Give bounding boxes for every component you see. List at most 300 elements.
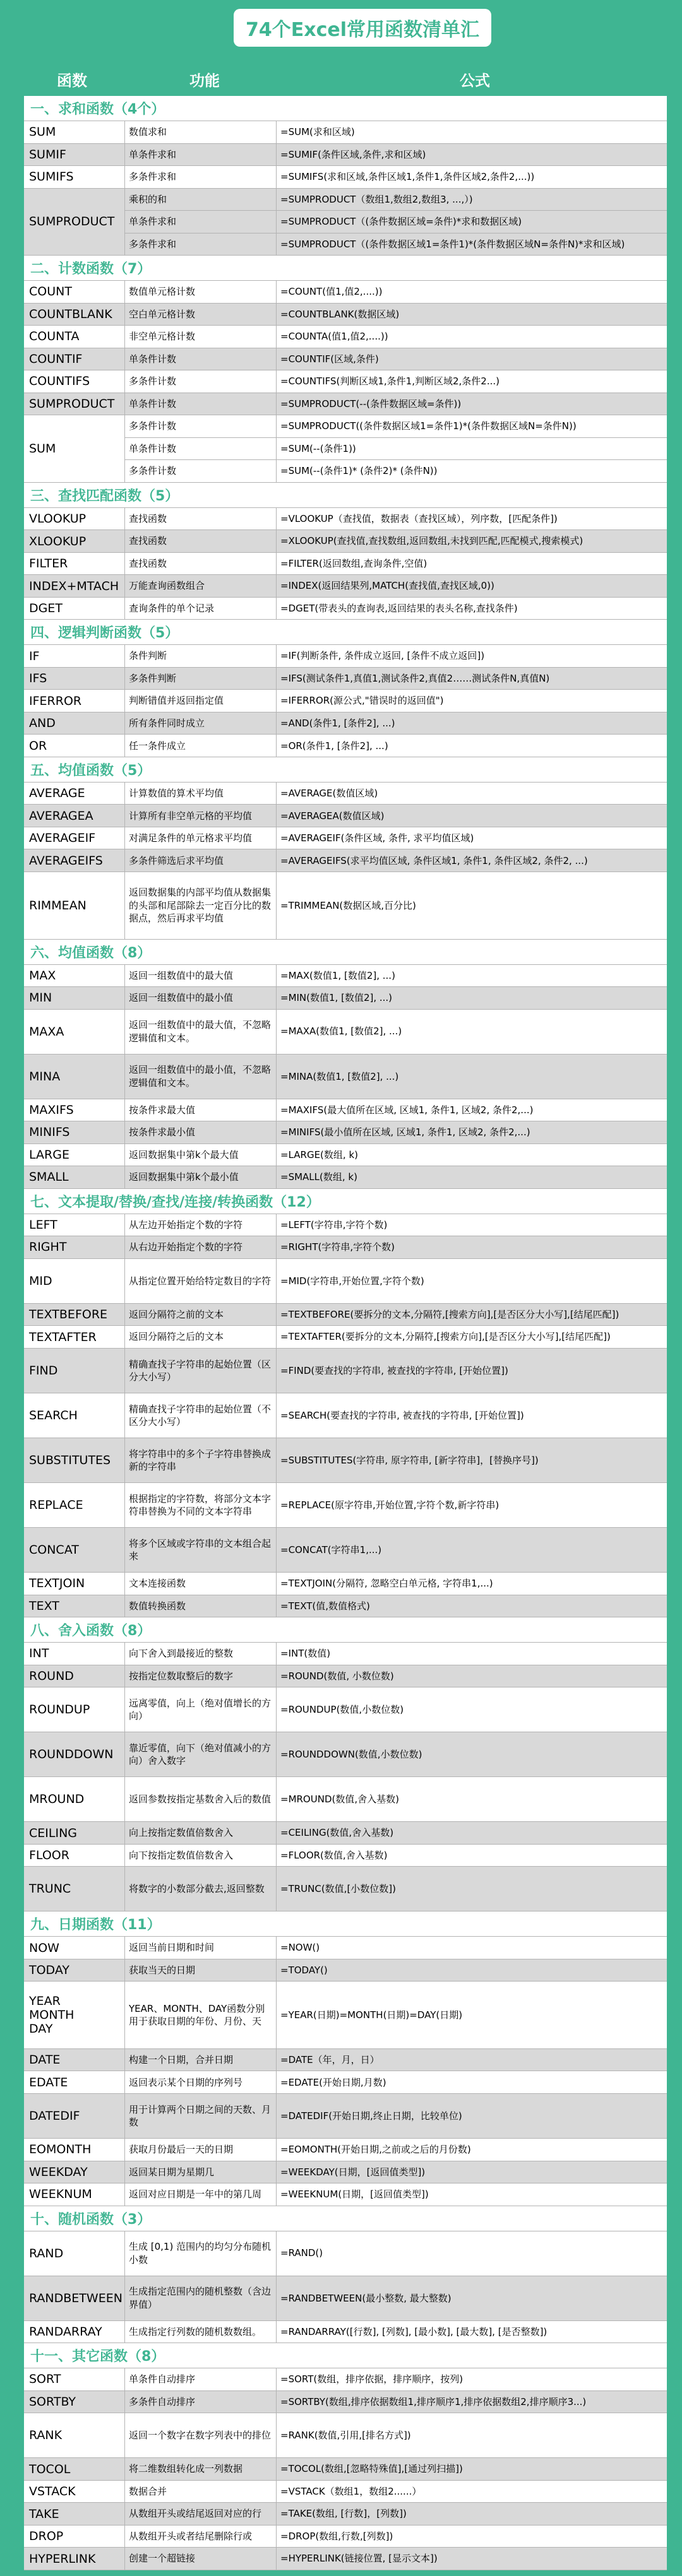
function-description: 单条件求和 — [125, 144, 277, 166]
function-description: 数值求和 — [125, 121, 277, 143]
function-name: INDEX+MTACH — [24, 575, 125, 597]
function-row — [125, 690, 667, 712]
function-name: MAXIFS — [24, 1099, 125, 1121]
column-header-function: 函数 — [57, 72, 87, 90]
function-name: TEXT — [24, 1595, 125, 1617]
function-group — [24, 783, 667, 805]
function-formula: =MAX(数值1, [数值2], ...) — [280, 969, 395, 981]
function-name: COUNTA — [24, 326, 125, 348]
function-formula: =SMALL(数组, k) — [277, 1166, 667, 1188]
function-row — [125, 1732, 667, 1776]
function-name: SUMPRODUCT — [24, 189, 125, 256]
function-description: 查询条件的单个记录 — [125, 598, 277, 620]
function-description: 将多个区域或字符串的文本组合起来 — [125, 1528, 277, 1572]
function-row — [125, 553, 667, 575]
function-group — [24, 1822, 667, 1845]
function-formula: =FILTER(返回数组,查询条件,空值) — [280, 557, 428, 569]
function-formula: =EDATE(开始日期,月数) — [280, 2076, 386, 2088]
function-row — [125, 1393, 667, 1438]
column-header-feature: 功能 — [189, 72, 220, 90]
function-group — [24, 1438, 667, 1483]
section-header: 八、舍入函数（8） — [24, 1617, 667, 1643]
function-row — [125, 2391, 667, 2413]
function-description: 获取当天的日期 — [125, 1959, 277, 1982]
function-row — [125, 575, 667, 597]
function-formula: =AVERAGEIFS(求平均值区域, 条件区域1, 条件1, 条件区域2, 条件2, ...) — [277, 849, 667, 871]
function-group — [24, 1687, 667, 1732]
function-description: 多条件筛选后求平均值 — [125, 849, 277, 871]
function-formula: =VSTACK（数组1，数组2......） — [280, 2485, 422, 2497]
function-description: 远离零值，向上（绝对值增长的方向） — [125, 1687, 277, 1732]
function-group — [24, 144, 667, 167]
function-group — [24, 1055, 667, 1099]
function-formula: =SORT(数组，排序依据，排序顺序，按列) — [280, 2373, 464, 2385]
function-description: 返回分隔符之前的文本 — [125, 1304, 277, 1326]
function-formula: =IFS(测试条件1,真值1,测试条件2,真值2……测试条件N,真值N) — [277, 668, 667, 690]
function-name: LARGE — [24, 1144, 125, 1166]
function-description: 单条件计数 — [125, 393, 277, 415]
function-formula: =RAND() — [280, 2247, 323, 2259]
function-formula: =COUNTBLANK(数据区域) — [277, 304, 667, 326]
function-name: MID — [24, 1259, 125, 1303]
function-formula: =DROP(数组,行数,[列数]) — [280, 2530, 393, 2542]
function-formula: =WEEKDAY(日期，[返回值类型]) — [277, 2161, 667, 2183]
function-group — [24, 1665, 667, 1688]
function-name: RANK — [24, 2413, 125, 2457]
function-description: 多条件求和 — [125, 166, 277, 188]
function-formula: =SUMIF(条件区域,条件,求和区域) — [277, 144, 667, 166]
function-formula: =COUNTIFS(判断区域1,条件1,判断区域2,条件2...) — [280, 375, 500, 387]
function-group — [24, 2481, 667, 2503]
function-group — [24, 1595, 667, 1618]
function-description: 空白单元格计数 — [125, 304, 277, 326]
function-description: 单条件自动排序 — [125, 2368, 277, 2390]
function-name: RAND — [24, 2231, 125, 2276]
function-row — [125, 1483, 667, 1527]
function-row — [125, 1259, 667, 1303]
section-header: 十一、其它函数（8） — [24, 2343, 667, 2368]
function-description: 返回分隔符之后的文本 — [125, 1326, 277, 1348]
function-formula: =TOCOL(数组,[忽略特殊值],[通过列扫描]) — [277, 2458, 667, 2480]
function-formula: =SUMPRODUCT(--(条件数据区域=条件)) — [277, 393, 667, 415]
function-name: TRUNC — [24, 1867, 125, 1911]
function-formula: =DATE（年，月，日） — [277, 2049, 667, 2071]
function-group — [24, 2071, 667, 2094]
function-description: 生成指定行列数的随机数数组。 — [125, 2321, 277, 2343]
function-description: 查找函数 — [125, 508, 277, 530]
function-row — [125, 1982, 667, 2048]
function-name: FIND — [24, 1349, 125, 1393]
function-description: 乘积的和 — [125, 189, 277, 211]
function-group — [24, 1236, 667, 1259]
function-formula: =COUNT(值1,值2,....)) — [280, 286, 383, 298]
function-row — [125, 1687, 667, 1732]
function-formula: =INT(数值) — [280, 1648, 331, 1660]
function-formula: =OR(条件1, [条件2], ...) — [280, 740, 388, 752]
function-formula: =CEILING(数值,舍入基数) — [277, 1822, 667, 1844]
function-group — [24, 645, 667, 668]
function-formula: =DGET(带表头的查询表,返回结果的表头名称,查找条件) — [280, 602, 518, 614]
function-row — [125, 2368, 667, 2390]
function-name: VLOOKUP — [24, 508, 125, 530]
function-row — [125, 1643, 667, 1665]
function-description: 万能查询函数组合 — [125, 575, 277, 597]
function-group — [24, 1573, 667, 1595]
function-description: 查找函数 — [125, 530, 277, 552]
function-row — [125, 1959, 667, 1982]
function-description: 从数组开头或者结尾删除行或 — [125, 2526, 277, 2548]
function-row — [125, 2276, 667, 2320]
function-name: VSTACK — [24, 2481, 125, 2503]
function-formula: =AVERAGEIF(条件区域, 条件, 求平均值区域) — [280, 832, 474, 844]
function-row — [125, 2071, 667, 2093]
function-group — [24, 2049, 667, 2072]
function-description: 返回一个数字在数字列表中的排位 — [125, 2413, 277, 2457]
function-row — [125, 2458, 667, 2480]
function-row — [125, 437, 667, 460]
function-description: 返回某日期为星期几 — [125, 2161, 277, 2183]
function-group — [24, 370, 667, 393]
function-formula: =TAKE(数组, [行数]，[列数]) — [277, 2503, 667, 2525]
function-name: MINIFS — [24, 1121, 125, 1143]
function-group — [24, 530, 667, 553]
function-row — [125, 210, 667, 233]
function-row — [125, 370, 667, 393]
function-group — [24, 1166, 667, 1189]
function-group — [24, 1259, 667, 1304]
function-formula: =CONCAT(字符串1,...) — [277, 1528, 667, 1572]
function-formula: =MAXA(数值1, [数值2], ...) — [280, 1025, 402, 1037]
function-description: 返回对应日期是一年中的第几周 — [125, 2183, 277, 2206]
function-group — [24, 2161, 667, 2184]
function-name: MROUND — [24, 1777, 125, 1821]
function-formula: =RANDBETWEEN(最小整数, 最大整数) — [277, 2276, 667, 2320]
function-name: YEAR MONTH DAY — [24, 1982, 125, 2048]
function-description: 条件判断 — [125, 645, 277, 667]
function-group — [24, 281, 667, 304]
function-row — [125, 1867, 667, 1911]
section-header: 九、日期函数（11） — [24, 1911, 667, 1937]
function-table — [24, 96, 667, 2570]
function-description: 数据合并 — [125, 2481, 277, 2503]
section-header: 三、查找匹配函数（5） — [24, 483, 667, 508]
section-header: 四、逻辑判断函数（5） — [24, 620, 667, 645]
function-row — [125, 965, 667, 987]
function-formula: =COUNTA(值1,值2,....)) — [280, 331, 388, 343]
function-group — [24, 1777, 667, 1822]
function-row — [125, 393, 667, 415]
function-name: TEXTAFTER — [24, 1326, 125, 1348]
function-description: 向下按指定数值倍数舍入 — [125, 1845, 277, 1867]
function-formula: =TEXTBEFORE(要拆分的文本,分隔符,[搜索方向],[是否区分大小写],[结尾匹配]) — [277, 1304, 667, 1326]
function-formula: =MAXIFS(最大值所在区域, 区域1, 条件1, 区域2, 条件2,...) — [280, 1104, 534, 1116]
function-name: FILTER — [24, 553, 125, 575]
function-formula: =LEFT(字符串,字符个数) — [280, 1219, 388, 1231]
function-row — [125, 1144, 667, 1166]
function-description: 按条件求最大值 — [125, 1099, 277, 1121]
function-group — [24, 121, 667, 144]
function-formula: =AVERAGEA(数值区域) — [277, 805, 667, 827]
function-formula: =EOMONTH(开始日期,之前或之后的月份数) — [280, 2144, 471, 2156]
function-description: 多条件判断 — [125, 668, 277, 690]
function-name: ROUNDUP — [24, 1687, 125, 1732]
function-group — [24, 2548, 667, 2570]
function-formula: =MIN(数值1, [数值2], ...) — [277, 987, 667, 1009]
function-row — [125, 1326, 667, 1348]
function-formula: =SORTBY(数组,排序依据数组1,排序顺序1,排序依据数组2,排序顺序3...) — [277, 2391, 667, 2413]
function-formula: =HYPERLINK(链接位置, [显示文本]) — [277, 2548, 667, 2570]
section-header: 二、计数函数（7） — [24, 256, 667, 281]
function-row — [125, 189, 667, 211]
function-group — [24, 2276, 667, 2321]
function-name: IF — [24, 645, 125, 667]
function-name: WEEKDAY — [24, 2161, 125, 2183]
function-row — [125, 415, 667, 437]
function-description: 单条件计数 — [125, 438, 277, 460]
function-row — [125, 712, 667, 735]
function-name: TODAY — [24, 1959, 125, 1982]
function-name: RIGHT — [24, 1236, 125, 1258]
function-group — [24, 849, 667, 872]
function-group — [24, 2413, 667, 2458]
function-description: 计算所有非空单元格的平均值 — [125, 805, 277, 827]
function-description: 计算数值的算术平均值 — [125, 783, 277, 805]
function-row — [125, 459, 667, 482]
function-formula: =SUMPRODUCT（(条件数据区域=条件)*求和数据区域) — [277, 211, 667, 233]
function-description: 从左边开始指定个数的字符 — [125, 1214, 277, 1236]
function-formula: =DATEDIF(开始日期,终止日期，比较单位) — [277, 2094, 667, 2138]
function-description: 根据指定的字符数，将部分文本字符串替换为不同的文本字符串 — [125, 1483, 277, 1527]
function-row — [125, 849, 667, 871]
function-name: CEILING — [24, 1822, 125, 1844]
function-row — [125, 1304, 667, 1326]
function-row — [125, 508, 667, 530]
function-formula: =FIND(要查找的字符串, 被查找的字符串, [开始位置]) — [277, 1349, 667, 1393]
function-formula: =ROUND(数值, 小数位数) — [277, 1665, 667, 1687]
function-formula: =SUBSTITUTES(字符串, 原字符串, [新字符串]，[替换序号]) — [277, 1438, 667, 1482]
function-formula: =TODAY() — [277, 1959, 667, 1982]
function-description: 数值转换函数 — [125, 1595, 277, 1617]
function-row — [125, 1822, 667, 1844]
function-group — [24, 2526, 667, 2548]
function-group — [24, 1959, 667, 1982]
function-row — [125, 348, 667, 370]
function-description: 多条件自动排序 — [125, 2391, 277, 2413]
function-row — [125, 2049, 667, 2071]
function-row — [125, 2183, 667, 2206]
function-formula: =TRUNC(数值,[小数位数]) — [277, 1867, 667, 1911]
function-row — [125, 735, 667, 757]
section-header: 六、均值函数（8） — [24, 940, 667, 965]
function-description: 向上按指定数值倍数舍入 — [125, 1822, 277, 1844]
function-group — [24, 415, 667, 483]
function-formula: =ROUNDDOWN(数值,小数位数) — [277, 1732, 667, 1776]
function-formula: =SUM(--(条件1)) — [280, 442, 356, 454]
function-description: 单条件求和 — [125, 211, 277, 233]
function-name: RANDBETWEEN — [24, 2276, 125, 2320]
function-formula: =SUM(--(条件1)* (条件2)* (条件N)) — [280, 465, 438, 477]
function-group — [24, 2368, 667, 2391]
function-row — [125, 326, 667, 348]
function-group — [24, 1867, 667, 1911]
function-description: 从数组开头或结尾返回对应的行 — [125, 2503, 277, 2525]
function-group — [24, 872, 667, 940]
function-description: 文本连接函数 — [125, 1573, 277, 1595]
function-row — [125, 2548, 667, 2570]
function-name: TOCOL — [24, 2458, 125, 2480]
function-description: 判断错值并返回指定值 — [125, 690, 277, 712]
function-description: 按指定位数取整后的数字 — [125, 1665, 277, 1687]
function-group — [24, 1099, 667, 1122]
title-banner — [234, 9, 491, 47]
function-group — [24, 575, 667, 598]
function-row — [125, 2526, 667, 2548]
function-group — [24, 393, 667, 416]
function-description: 靠近零值，向下（绝对值减小的方向）舍入数字 — [125, 1732, 277, 1776]
function-formula: =NOW() — [280, 1942, 320, 1954]
function-description: 将字符串中的多个子字符串替换成新的字符串 — [125, 1438, 277, 1482]
function-formula: =IFERROR(源公式,"错误时的返回值") — [280, 695, 444, 707]
function-formula: =SUMIFS(求和区域,条件区域1,条件1,条件区域2,条件2,...)) — [280, 171, 535, 183]
function-row — [125, 121, 667, 143]
function-row — [125, 530, 667, 552]
function-group — [24, 2503, 667, 2526]
function-name: AVERAGEIF — [24, 827, 125, 849]
function-group — [24, 2458, 667, 2481]
function-description: 精确查找子字符串的起始位置（不区分大小写） — [125, 1393, 277, 1438]
function-description: 对满足条件的单元格求平均值 — [125, 827, 277, 849]
function-description: 数值单元格计数 — [125, 281, 277, 303]
function-group — [24, 668, 667, 690]
function-formula: =SEARCH(要查找的字符串, 被查找的字符串, [开始位置]) — [280, 1409, 524, 1421]
function-description: 将数字的小数部分截去,返回整数 — [125, 1867, 277, 1911]
function-name: HYPERLINK — [24, 2548, 125, 2570]
function-name: COUNTIFS — [24, 370, 125, 393]
function-formula: =SUM(求和区域) — [280, 126, 355, 138]
function-row — [125, 668, 667, 690]
function-row — [125, 1573, 667, 1595]
function-name: ROUNDDOWN — [24, 1732, 125, 1776]
section-header: 五、均值函数（5） — [24, 757, 667, 783]
function-description: 多条件计数 — [125, 415, 277, 437]
function-group — [24, 1349, 667, 1393]
function-name: RANDARRAY — [24, 2321, 125, 2343]
function-name: IFS — [24, 668, 125, 690]
function-group — [24, 1528, 667, 1573]
function-name: SUM — [24, 121, 125, 143]
page-title: 74个Excel常用函数清单汇 — [245, 19, 479, 41]
function-group — [24, 735, 667, 757]
function-name: MINA — [24, 1055, 125, 1099]
function-name: DATE — [24, 2049, 125, 2071]
function-name: AVERAGEIFS — [24, 849, 125, 871]
function-name: SUMIFS — [24, 166, 125, 188]
function-row — [125, 645, 667, 667]
function-name: COUNTBLANK — [24, 304, 125, 326]
function-row — [125, 2139, 667, 2161]
function-group — [24, 2321, 667, 2344]
section-header: 十、随机函数（3） — [24, 2206, 667, 2231]
function-row — [125, 2321, 667, 2343]
section-header: 七、文本提取/替换/查找/连接/转换函数（12） — [24, 1189, 667, 1214]
function-name: AVERAGEA — [24, 805, 125, 827]
function-description: 所有条件同时成立 — [125, 712, 277, 735]
function-row — [125, 1349, 667, 1393]
function-description: 从指定位置开始给特定数目的字符 — [125, 1259, 277, 1303]
function-name: DROP — [24, 2526, 125, 2548]
function-row — [125, 304, 667, 326]
function-name: EDATE — [24, 2071, 125, 2093]
function-name: OR — [24, 735, 125, 757]
function-description: 生成 [0,1) 范围内的均匀分布随机小数 — [125, 2231, 277, 2276]
function-description: 返回一组数值中的最小值，不忽略逻辑值和文本。 — [125, 1055, 277, 1099]
function-row — [125, 233, 667, 256]
function-name: MAX — [24, 965, 125, 987]
function-formula: =MINIFS(最小值所在区域, 区域1, 条件1, 区域2, 条件2,...) — [277, 1121, 667, 1143]
function-row — [125, 2094, 667, 2138]
function-row — [125, 1055, 667, 1099]
function-name: SUBSTITUTES — [24, 1438, 125, 1482]
function-formula: =SUMPRODUCT（(条件数据区域1=条件1)*(条件数据区域N=条件N)*求和区域) — [277, 233, 667, 256]
function-row — [125, 1236, 667, 1258]
function-name: INT — [24, 1643, 125, 1665]
function-name: SEARCH — [24, 1393, 125, 1438]
function-name: AND — [24, 712, 125, 735]
function-description: 获取月份最后一天的日期 — [125, 2139, 277, 2161]
function-name: FLOOR — [24, 1845, 125, 1867]
function-row — [125, 2481, 667, 2503]
function-group — [24, 1010, 667, 1055]
function-description: 返回一组数值中的最小值 — [125, 987, 277, 1009]
function-row — [125, 1099, 667, 1121]
function-group — [24, 1845, 667, 1867]
function-group — [24, 965, 667, 988]
function-formula: =TRIMMEAN(数据区域,百分比) — [280, 899, 416, 911]
function-name: SUMPRODUCT — [24, 393, 125, 415]
function-name: NOW — [24, 1937, 125, 1959]
function-group — [24, 827, 667, 850]
function-group — [24, 805, 667, 827]
function-group — [24, 1393, 667, 1438]
function-description: 生成指定范围内的随机整数（含边界值） — [125, 2276, 277, 2320]
function-description: 任一条件成立 — [125, 735, 277, 757]
function-group — [24, 166, 667, 189]
function-formula: =REPLACE(原字符串,开始位置,字符个数,新字符串) — [280, 1499, 500, 1511]
function-name: TEXTJOIN — [24, 1573, 125, 1595]
function-name: LEFT — [24, 1214, 125, 1236]
function-row — [125, 987, 667, 1009]
function-formula: =LARGE(数组, k) — [280, 1149, 358, 1161]
function-group — [24, 1483, 667, 1528]
function-formula: =RIGHT(字符串,字符个数) — [277, 1236, 667, 1258]
function-name: XLOOKUP — [24, 530, 125, 552]
function-name: REPLACE — [24, 1483, 125, 1527]
function-group — [24, 1214, 667, 1237]
function-row — [125, 2503, 667, 2525]
function-description: 返回表示某个日期的序列号 — [125, 2071, 277, 2093]
function-group — [24, 598, 667, 620]
function-row — [125, 2231, 667, 2276]
function-name: DGET — [24, 598, 125, 620]
function-group — [24, 1982, 667, 2049]
function-name: MAXA — [24, 1010, 125, 1054]
function-formula: =SUMPRODUCT((条件数据区域1=条件1)*(条件数据区域N=条件N)) — [280, 420, 577, 432]
function-group — [24, 189, 667, 256]
function-description: 多条件求和 — [125, 233, 277, 256]
function-formula: =TEXTJOIN(分隔符, 忽略空白单元格, 字符串1,...) — [280, 1578, 493, 1590]
function-name: COUNT — [24, 281, 125, 303]
function-description: 返回一组数值中的最大值，不忽略逻辑值和文本。 — [125, 1010, 277, 1054]
